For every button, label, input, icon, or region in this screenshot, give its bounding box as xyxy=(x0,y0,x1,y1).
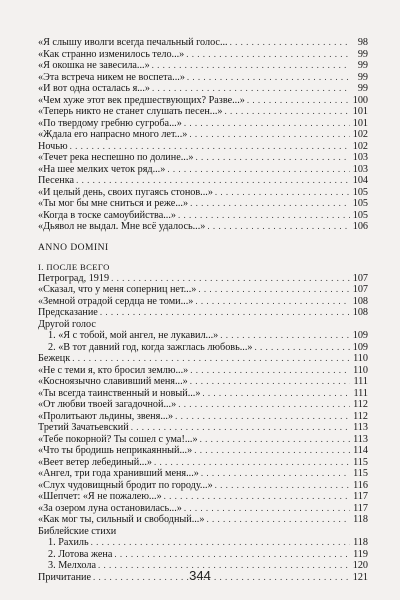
toc-entry-title: «Ты всегда таинственный и новый...» xyxy=(38,387,201,399)
toc-entry xyxy=(38,434,368,446)
toc-entry-title: Ночью xyxy=(38,140,68,152)
table-of-contents xyxy=(38,0,368,583)
toc-entry xyxy=(38,210,368,222)
toc-entry-page: 111 xyxy=(353,376,368,387)
toc-leader-dots xyxy=(152,83,350,95)
toc-entry xyxy=(38,129,368,141)
toc-entry-page: 106 xyxy=(352,221,368,232)
toc-leader-dots xyxy=(167,164,350,176)
toc-entry xyxy=(38,273,368,285)
toc-entry xyxy=(38,198,368,210)
toc-entry xyxy=(38,83,368,95)
toc-entry-title: Бежецк xyxy=(38,353,71,364)
toc-leader-dots xyxy=(184,503,350,515)
toc-entry xyxy=(38,37,368,49)
toc-entry-title: Предсказание xyxy=(38,307,98,318)
toc-entry-page: 109 xyxy=(352,341,368,353)
toc-entry xyxy=(38,353,368,365)
toc-leader-dots xyxy=(100,307,350,319)
toc-leader-dots xyxy=(201,468,350,480)
toc-entry-title: 3. Мелхола xyxy=(48,560,96,571)
toc-entry-title: «Не с теми я, кто бросил землю...» xyxy=(38,364,189,376)
toc-entry-page: 98 xyxy=(357,37,368,48)
toc-entry xyxy=(38,480,368,492)
toc-entry xyxy=(38,175,368,187)
toc-leader-dots xyxy=(154,457,350,469)
toc-entry xyxy=(38,411,368,423)
toc-entry-title: «Как странно изменилось тело...» xyxy=(38,48,185,60)
toc-entry-page: 112 xyxy=(353,399,368,410)
toc-entry-page: 121 xyxy=(352,571,368,583)
toc-entry-page: 108 xyxy=(352,307,368,318)
toc-entry xyxy=(38,60,368,72)
toc-entry-title: «Как мог ты, сильный и свободный...» xyxy=(38,514,205,525)
toc-entry-title: «Теперь никто не станет слушать песен...» xyxy=(38,106,223,117)
toc-entry-title: 2. Лотова жена xyxy=(48,548,113,560)
page-number: 344 xyxy=(189,568,211,583)
toc-entry xyxy=(38,445,368,457)
toc-leader-dots xyxy=(76,175,350,187)
toc-entry xyxy=(38,514,368,526)
toc-entry-page: 103 xyxy=(352,152,368,163)
toc-entry-page: 115 xyxy=(353,468,368,479)
toc-entry-title: «По твердому гребню сугроба...» xyxy=(38,117,182,129)
toc-entry xyxy=(38,388,368,400)
toc-entry-page: 105 xyxy=(352,198,368,209)
toc-leader-dots xyxy=(70,141,350,153)
toc-entry-title: «Чем хуже этот век предшествующих? Разве...» xyxy=(38,94,245,106)
toc-leader-dots xyxy=(190,198,350,210)
toc-entry-title: «Течет река неспешно по долине...» xyxy=(38,152,194,163)
toc-entry xyxy=(38,141,368,153)
toc-leader-dots xyxy=(198,284,350,296)
toc-leader-dots xyxy=(220,330,350,342)
toc-entry-title: «Когда в тоске самоубийства...» xyxy=(38,209,176,221)
toc-entry-page: 102 xyxy=(352,140,368,152)
toc-entry-title: «Пролитьают льдины, звеня...» xyxy=(38,410,174,422)
toc-entry-page: 114 xyxy=(353,445,368,456)
toc-leader-dots xyxy=(72,353,350,365)
toc-entry-page: 99 xyxy=(357,83,368,94)
toc-entry xyxy=(38,118,368,130)
toc-entry-title: «Я окошка не завесила...» xyxy=(38,60,150,71)
toc-entry xyxy=(38,95,368,107)
toc-leader-dots xyxy=(189,129,350,141)
toc-entry-page: 99 xyxy=(357,48,368,60)
toc-entry xyxy=(38,399,368,411)
toc-entry-title: «Эта встреча никем не воспета...» xyxy=(38,71,185,83)
toc-entry-title: Другой голос xyxy=(38,318,96,330)
toc-entry-title: «Шепчет: «Я не пожалею...» xyxy=(38,491,162,502)
toc-entry-title: «За озером луна остановилась...» xyxy=(38,502,182,514)
toc-entry-page: 118 xyxy=(353,514,368,525)
toc-entry-page: 116 xyxy=(353,479,368,491)
toc-leader-dots xyxy=(230,37,350,49)
toc-entry xyxy=(38,330,368,342)
toc-leader-dots xyxy=(186,49,350,61)
toc-entry-title: Петроград, 1919 xyxy=(38,272,110,284)
toc-entry xyxy=(38,296,368,308)
toc-leader-dots xyxy=(187,72,350,84)
toc-entry-title: «Слух чудовищный бродит по городу...» xyxy=(38,479,213,491)
toc-entry-title: «Я слышу иволги всегда печальный голос... xyxy=(38,37,228,48)
toc-leader-dots xyxy=(255,342,351,354)
toc-leader-dots xyxy=(175,411,350,423)
toc-entry xyxy=(38,187,368,199)
toc-entry-title: «Дьявол не выдал. Мне всё удалось...» xyxy=(38,221,206,232)
section-title: I. ПОСЛЕ ВСЕГО xyxy=(38,261,110,272)
toc-leader-dots xyxy=(215,187,350,199)
toc-entry-page: 99 xyxy=(357,60,368,71)
toc-entry xyxy=(38,164,368,176)
toc-leader-dots xyxy=(178,399,350,411)
toc-entry-page: 107 xyxy=(352,284,368,295)
toc-leader-dots xyxy=(195,152,350,164)
toc-entry xyxy=(38,49,368,61)
toc-entry-page: 119 xyxy=(353,548,368,560)
toc-entry-page: 105 xyxy=(352,186,368,198)
toc-entry-title: «Тебе покорной? Ты сошел с ума!...» xyxy=(38,433,198,445)
toc-entry-page: 117 xyxy=(353,502,368,514)
toc-entry xyxy=(38,537,368,549)
toc-entry-title: Песенка xyxy=(38,175,75,186)
toc-entry xyxy=(38,342,368,354)
toc-entry-title: «Земной отрадой сердца не томи...» xyxy=(38,295,194,307)
toc-leader-dots xyxy=(114,549,350,561)
toc-leader-dots xyxy=(225,106,350,118)
toc-entry xyxy=(38,72,368,84)
toc-entry xyxy=(38,319,368,331)
toc-leader-dots xyxy=(194,445,350,457)
toc-entry-title: «Ангел, три года хранивший меня...» xyxy=(38,468,199,479)
toc-entry-title: «На шее мелких четок ряд...» xyxy=(38,163,166,175)
toc-entry xyxy=(38,376,368,388)
toc-entry-title: «От любви твоей загадочной...» xyxy=(38,399,177,410)
toc-leader-dots xyxy=(190,376,350,388)
toc-entry-title: «И вот одна осталась я...» xyxy=(38,83,150,94)
toc-entry-title: «Сказал, что у меня соперниц нет...» xyxy=(38,284,197,295)
toc-entry-page: 109 xyxy=(352,330,368,341)
toc-list-top xyxy=(38,37,368,233)
toc-leader-dots xyxy=(200,434,350,446)
toc-entry-page: 110 xyxy=(353,364,368,376)
toc-leader-dots xyxy=(215,480,350,492)
toc-entry xyxy=(38,457,368,469)
toc-leader-dots xyxy=(184,118,350,130)
toc-entry-page: 99 xyxy=(357,71,368,83)
toc-entry-title: «Ждала его напрасно много лет...» xyxy=(38,129,188,140)
toc-entry xyxy=(38,422,368,434)
toc-entry xyxy=(38,221,368,233)
book-title: ANNO DOMINI xyxy=(38,242,109,253)
toc-entry-page: 112 xyxy=(353,410,368,422)
toc-leader-dots xyxy=(247,95,350,107)
toc-entry xyxy=(38,106,368,118)
toc-entry-title: «Косноязычно славивший меня...» xyxy=(38,376,188,387)
toc-entry-page: 103 xyxy=(352,163,368,175)
toc-entry xyxy=(38,468,368,480)
toc-leader-dots xyxy=(206,514,350,526)
toc-entry xyxy=(38,284,368,296)
toc-entry-page: 111 xyxy=(353,387,368,399)
toc-entry-title: Третий Зачатьевский xyxy=(38,422,129,433)
toc-entry-page: 101 xyxy=(352,106,368,117)
toc-leader-dots xyxy=(152,60,350,72)
toc-list-bottom xyxy=(38,273,368,584)
toc-leader-dots xyxy=(202,388,350,400)
toc-entry xyxy=(38,491,368,503)
toc-entry-title: Библейские стихи xyxy=(38,525,117,537)
toc-entry xyxy=(38,307,368,319)
toc-entry-page: 107 xyxy=(352,272,368,284)
toc-entry-title: Причитание xyxy=(38,571,92,583)
toc-entry-page: 100 xyxy=(352,94,368,106)
toc-entry-title: 1. «Я с тобой, мой ангел, не лукавил...» xyxy=(48,330,219,341)
toc-entry-page: 113 xyxy=(353,433,368,445)
toc-leader-dots xyxy=(131,422,350,434)
toc-entry-page: 117 xyxy=(353,491,368,502)
toc-entry-page: 108 xyxy=(352,295,368,307)
toc-entry-page: 115 xyxy=(353,456,368,468)
toc-leader-dots xyxy=(111,273,350,285)
toc-entry-title: «Что ты бродишь неприкаянный...» xyxy=(38,445,193,456)
toc-leader-dots xyxy=(190,365,350,377)
toc-leader-dots xyxy=(178,210,350,222)
toc-entry-title: «Веет ветер лебединый...» xyxy=(38,456,152,468)
toc-entry-page: 113 xyxy=(353,422,368,433)
toc-entry-page: 105 xyxy=(352,209,368,221)
toc-entry-title: 1. Рахиль xyxy=(48,537,89,548)
toc-entry-title: «Ты мог бы мне сниться и реже...» xyxy=(38,198,189,209)
toc-entry-title: «И целый день, своих пугаясь стонов...» xyxy=(38,186,213,198)
toc-leader-dots xyxy=(207,221,350,233)
toc-entry xyxy=(38,365,368,377)
toc-entry-page: 102 xyxy=(352,129,368,140)
toc-entry xyxy=(38,152,368,164)
toc-leader-dots xyxy=(195,296,350,308)
toc-entry-page: 104 xyxy=(352,175,368,186)
toc-entry-page: 101 xyxy=(352,117,368,129)
toc-entry-page: 118 xyxy=(353,537,368,548)
toc-entry xyxy=(38,503,368,515)
toc-entry-page: 120 xyxy=(352,560,368,571)
toc-leader-dots xyxy=(164,491,350,503)
toc-entry xyxy=(38,549,368,561)
toc-leader-dots xyxy=(91,537,350,549)
toc-entry-title: 2. «В тот давний год, когда зажглась любовь...» xyxy=(48,341,253,353)
toc-entry-page: 110 xyxy=(353,353,368,364)
toc-entry xyxy=(38,526,368,538)
